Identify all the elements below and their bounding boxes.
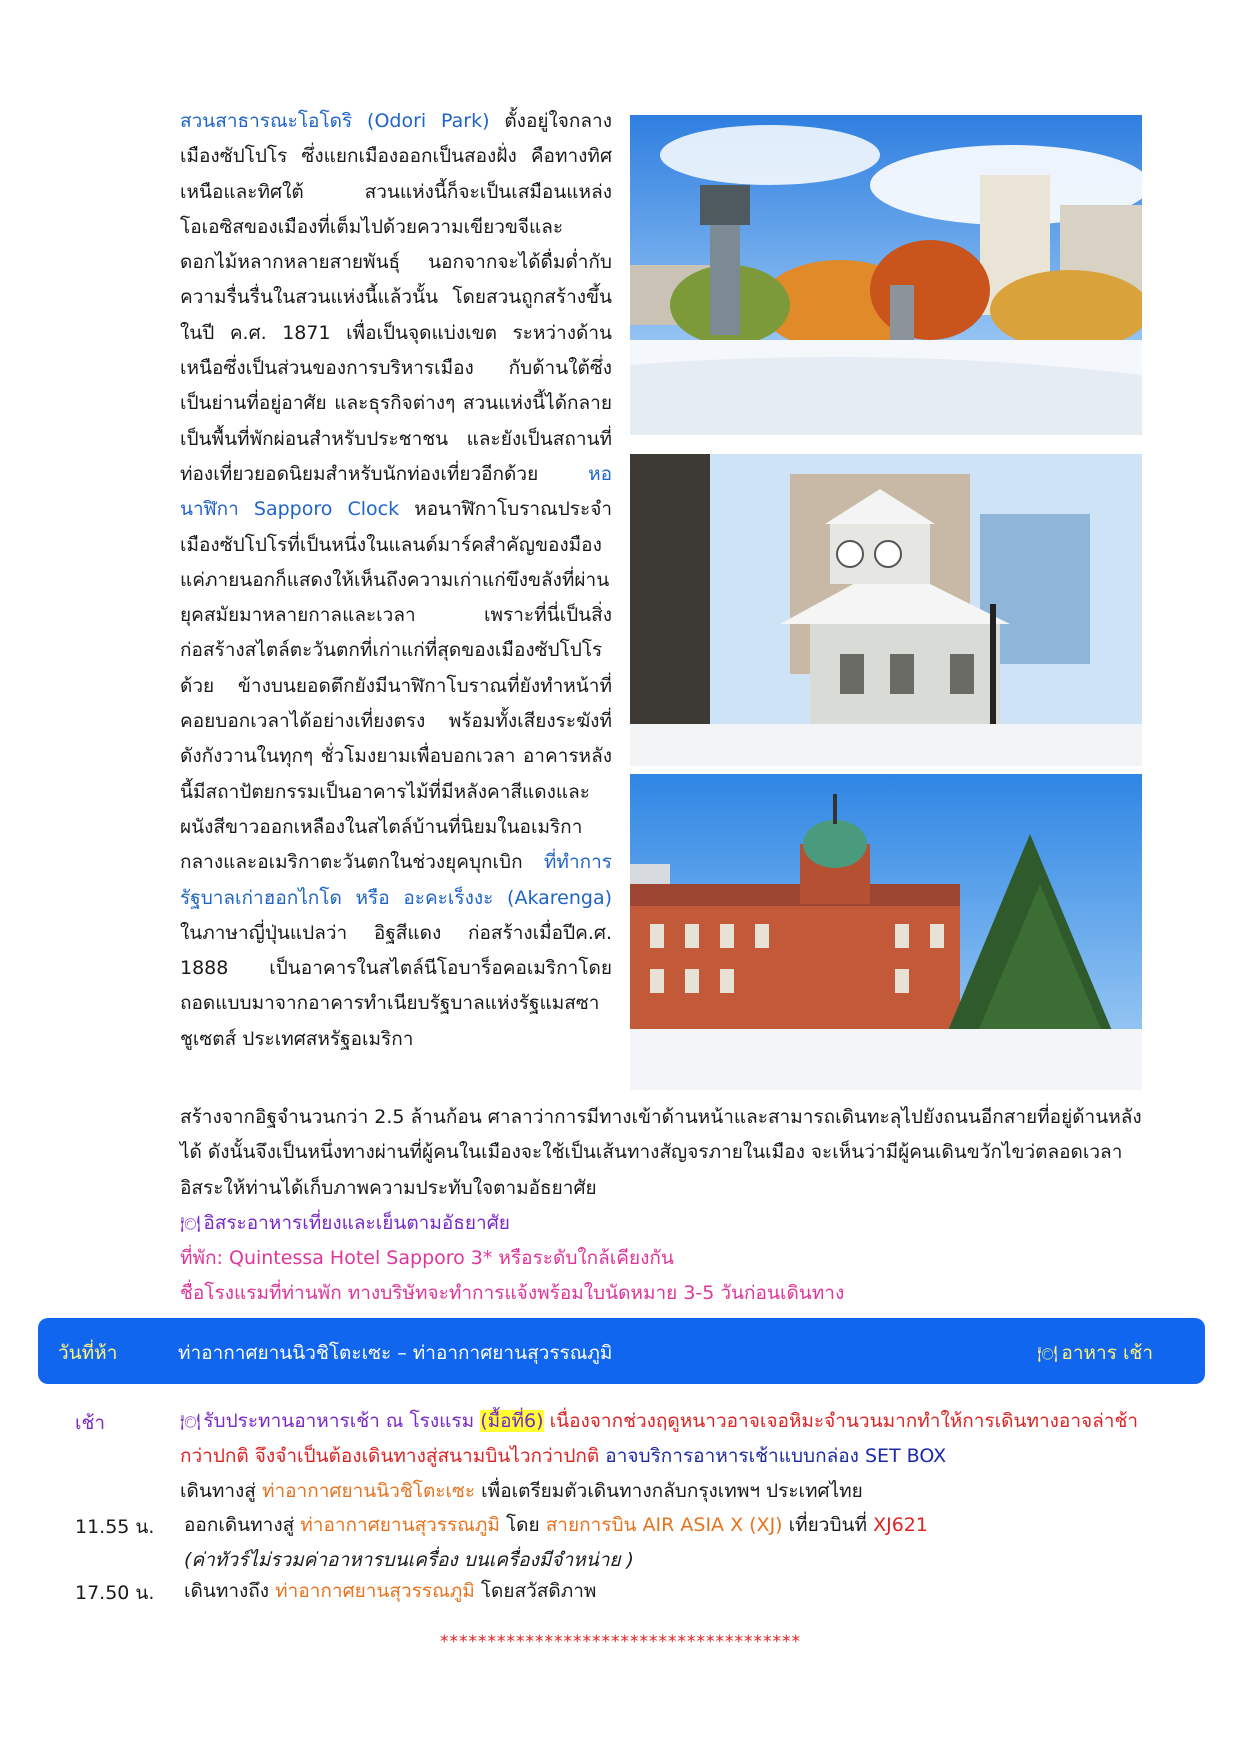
sapporo-clock-link: หอนาฬิกา Sapporo Clock — [180, 462, 612, 521]
meal-number: (มื้อที่6) — [480, 1410, 544, 1432]
footer-divider: ************************************** — [440, 1632, 801, 1652]
time-departure: 11.55 น. — [75, 1516, 155, 1538]
setbox-note: อาจบริการอาหารเช้าแบบกล่อง SET BOX — [599, 1445, 947, 1467]
plate-icon: 🍽 — [180, 1412, 201, 1431]
odori-paragraph — [180, 104, 612, 1057]
time-arrival: 17.50 น. — [75, 1582, 155, 1604]
akarenga-description: ในภาษาญี่ปุ่นแปลว่า อิฐสีแดง ก่อสร้างเมื่อปีค.ศ. 1888 เป็นอาคารในสไตล์นีโอบาร็อคอเมริกาโดยถอดแบบมาจากอาคารทำเนียบรัฐบาลแห่งรัฐแมสซาชูเซตส์ ประเทศสหรัฐอเมริกา — [180, 921, 612, 1050]
departure-line — [184, 1508, 1144, 1578]
odori-description: ตั้งอยู่ใจกลางเมืองซัปโปโร ซึ่งแยกเมืองออกเป็นสองฝั่ง คือทางทิศเหนือและทิศใต้ สวนแห่งนี้ก็จะเป็นเสมือนแหล่งโอเอซิสของเมืองที่เต็มไปด้วยความเขียวขจีและดอกไม้หลากหลายสายพันธุ์ นอกจากจะได้ดื่มด่ำกับความรื่นรื่นในสวนแห่งนี้แล้วนั้น โดยสวนถูกสร้างขึ้นในปี ค.ศ. 1871 เพื่อเป็นจุดแบ่งเขต ระหว่างด้านเหนือซึ่งเป็นส่วนของการบริหารเมือง กับด้านใต้ซึ่งเป็นย่านที่อยู่อาศัย และธุรกิจต่างๆ สวนแห่งนี้ได้กลายเป็นพื้นที่พักผ่อนสำหรับประชาชน และยังเป็นสถานที่ท่องเที่ยวยอดนิยมสำหรับนักท่องเที่ยวอีกด้วย — [180, 110, 613, 485]
departure-prefix: ออกเดินทางสู่ — [184, 1514, 301, 1536]
airline: สายการบิน AIR ASIA X (XJ) — [545, 1514, 783, 1536]
hotel-line: ที่พัก: Quintessa Hotel Sapporo 3* หรือระดับใกล้เคียงกัน — [180, 1247, 674, 1270]
day-header — [38, 1318, 1205, 1384]
sapporo-clock-photo — [630, 454, 1142, 766]
arrival-prefix: เดินทางถึง — [184, 1580, 276, 1602]
akarenga-photo — [630, 774, 1142, 1090]
odori-park-link: สวนสาธารณะโอโดริ (Odori Park) — [180, 110, 490, 132]
continued-description — [180, 1100, 1142, 1312]
travel-suffix: เพื่อเตรียมตัวเดินทางกลับกรุงเทพฯ ประเทศไทย — [475, 1480, 863, 1502]
akarenga-description-continued: สร้างจากอิฐจำนวนกว่า 2.5 ล้านก้อน ศาลาว่าการมีทางเข้าด้านหน้าและสามารถเดินทะลุไปยังถนนอีกสายที่อยู่ด้านหลังได้ ดังนั้นจึงเป็นหนึ่งทางผ่านที่ผู้คนในเมืองจะใช้เป็นเส้นทางสัญจรภายในเมือง จะเห็นว่ามีผู้คนเดินขวักไขว่ตลอดเวลา อิสระให้ท่านได้เก็บภาพความประทับใจตามอัธยาศัย — [180, 1106, 1142, 1199]
day-meal — [1037, 1338, 1153, 1368]
flight-number: XJ621 — [873, 1514, 928, 1536]
akarenga-link: ที่ทำการรัฐบาลเก่าฮอกไกโด หรือ อะคะเร็งงะ (Akarenga) — [180, 851, 612, 909]
departure-place: ท่าอากาศยานสุวรรณภูมิ — [300, 1514, 500, 1536]
travel-prefix: เดินทางสู่ — [180, 1480, 262, 1502]
flight-prefix: เที่ยวบินที่ — [782, 1514, 874, 1536]
free-meal-text: อิสระอาหารเที่ยงและเย็นตามอัธยาศัย — [203, 1211, 510, 1234]
attraction-description — [180, 104, 612, 1057]
travel-place: ท่าอากาศยานนิวชิโตะเซะ — [261, 1480, 476, 1502]
time-morning: เช้า — [75, 1412, 106, 1434]
arrival-place: ท่าอากาศยานสุวรรณภูมิ — [275, 1580, 475, 1602]
departure-by: โดย — [499, 1514, 546, 1536]
morning-schedule — [180, 1404, 1150, 1509]
odori-park-photo — [630, 115, 1142, 435]
arrival-line — [184, 1574, 1144, 1609]
day-label: วันที่ห้า — [58, 1342, 118, 1364]
day-meal-label: อาหาร เช้า — [1061, 1342, 1153, 1364]
day-route: ท่าอากาศยานนิวชิโตะเซะ – ท่าอากาศยานสุวรรณภูมิ — [178, 1342, 613, 1364]
hotel-note: ชื่อโรงแรมที่ท่านพัก ทางบริษัทจะทำการแจ้งพร้อมใบนัดหมาย 3-5 วันก่อนเดินทาง — [180, 1282, 845, 1305]
clock-description: หอนาฬิกาโบราณประจำเมืองซัปโปโรที่เป็นหนึ่งในแลนด์มาร์คสำคัญของมือง แค่ภายนอกก็แสดงให้เห็นถึงความเก่าแก่ขึงขลังที่ผ่านยุคสมัยมาหลายกาลและเวลา เพราะที่นี่เป็นสิ่งก่อสร้างสไตล์ตะวันตกที่เก่าแก่ที่สุดของเมืองซัปโปโรด้วย ข้างบนยอดตึกยังมีนาฬิกาโบราณที่ยังทำหน้าที่คอยบอกเวลาได้อย่างเที่ยงตรง พร้อมทั้งเสียงระฆังที่ดังกังวานในทุกๆ ชั่วโมงยามเพื่อบอกเวลา อาคารหลังนี้มีสถาปัตยกรรมเป็นอาคารไม้ที่มีหลังคาสีแดงและผนังสีขาวออกเหลืองในสไตล์บ้านที่นิยมในอเมริกากลางและอเมริกาตะวันตกในช่วงยุคบุกเบิก — [180, 498, 612, 874]
breakfast-text: รับประทานอาหารเช้า ณ โรงแรม — [203, 1410, 475, 1432]
free-meal-note — [180, 1206, 1142, 1241]
plate-icon: 🍽 — [1037, 1344, 1058, 1363]
arrival-suffix: โดยสวัสดิภาพ — [474, 1580, 597, 1602]
plate-icon: 🍽 — [180, 1213, 201, 1233]
onboard-note: (ค่าทัวร์ไม่รวมค่าอาหารบนเครื่อง บนเครื่องมีจำหน่าย ) — [184, 1549, 634, 1571]
snow-note: เนื่องจากช่วงฤดูหนาวอาจเจอหิมะจำนวนมากทำให้การเดินทางอาจล่าช้ากว่าปกติ จึงจำเป็นต้องเดินทางสู่สนามบินไวกว่าปกติ — [180, 1410, 1139, 1467]
